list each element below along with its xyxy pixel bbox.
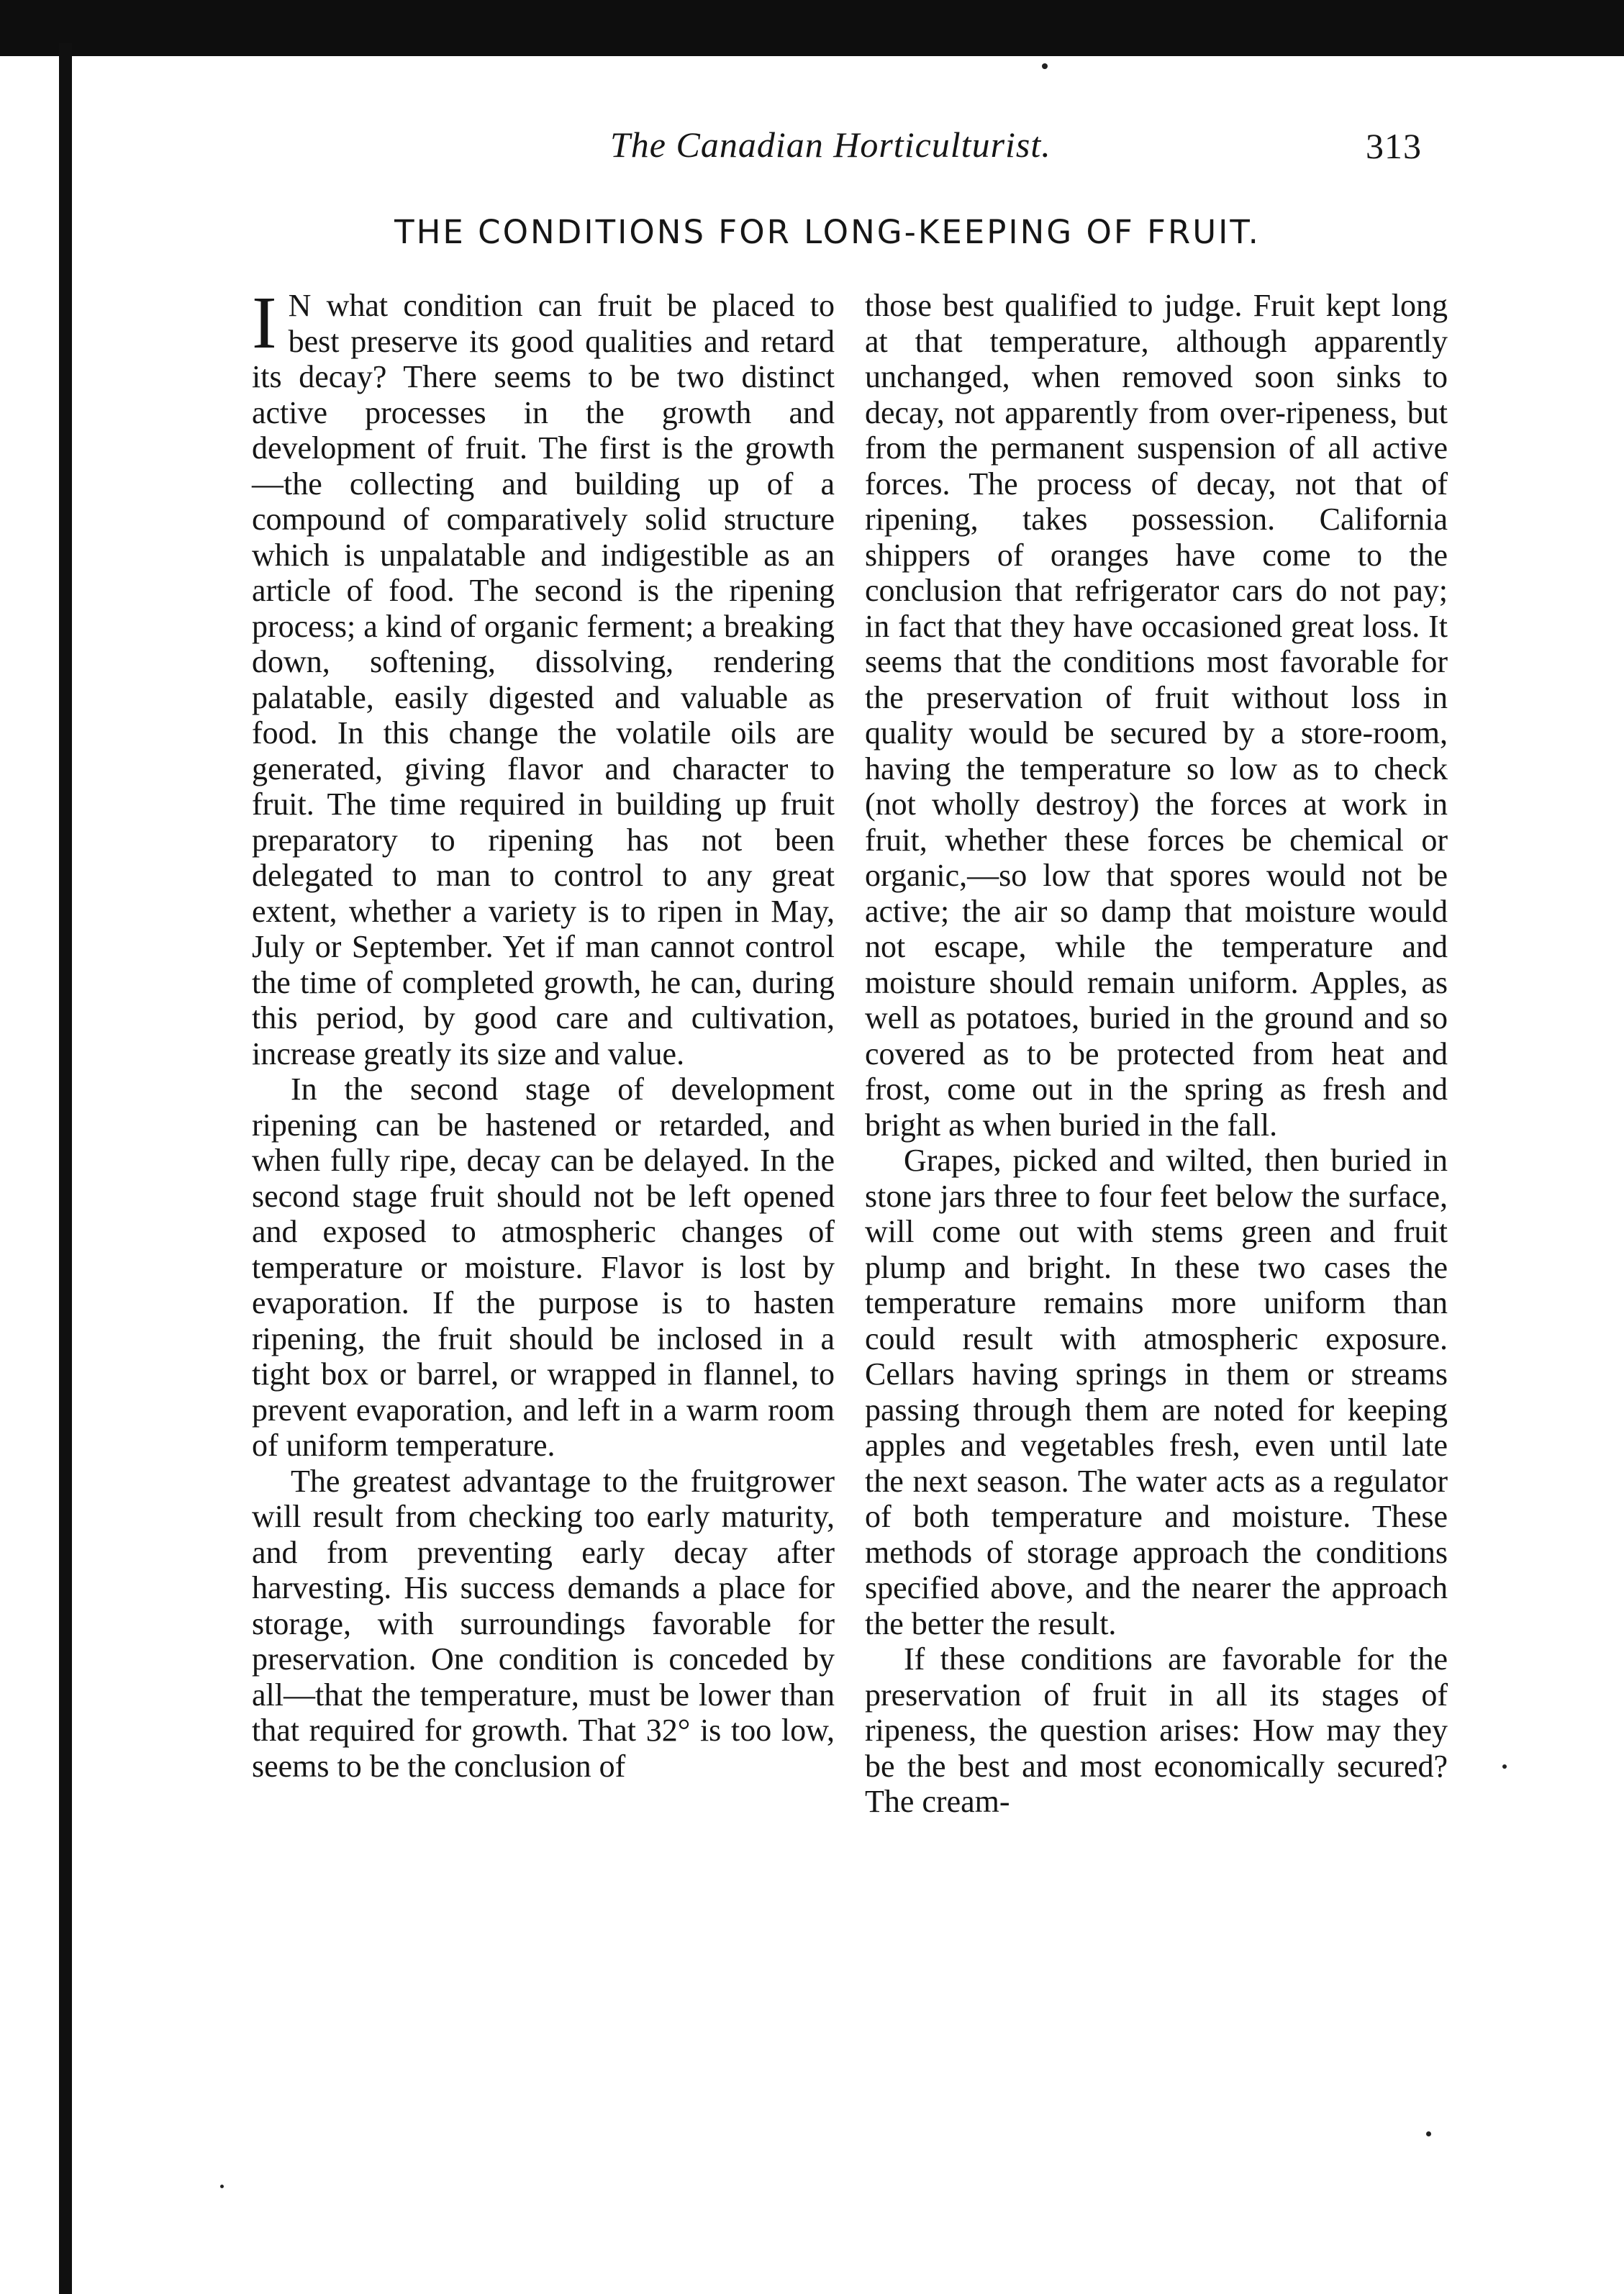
page-number: 313 xyxy=(1366,126,1422,166)
paragraph-text: N what condition can fruit be placed to best preserve its good qualities and retard its decay? There seems to be two distinct active processes in the growth and development of fruit. The first is the growth —the collecting and building up of a compound of comparatively solid structure which is unpalatable and indigestible as an article of food. The second is the ripening process; a kind of organic ferment; a breaking down, softening, dissolving, rendering palatable, easily digested and valuable as food. In this change the volatile oils are generated, giving flavor and character to fruit. The time required in building up fruit preparatory to ripening has not been delegated to man to control to any great extent, whether a variety is to ripen in May, July or September. Yet if man cannot control the time of completed growth, he can, during this period, by good care and cultivation, increase greatly its size and value. xyxy=(252,288,835,1071)
paragraph: In the second stage of development ripening can be hastened or retarded, and when fully ripe, decay can be delayed. In the second stage fruit should not be left opened and exposed to atmospheric changes of temperature or moisture. Flavor is lost by evaporation. If the purpose is to hasten ripening, the fruit should be inclosed in a tight box or barrel, or wrapped in flannel, to prevent evaporation, and left in a warm room of uniform temperature. xyxy=(252,1071,835,1463)
article-title: THE CONDITIONS FOR LONG-KEEPING OF FRUIT. xyxy=(394,213,1261,251)
paragraph: The greatest advantage to the fruitgrower will result from checking too early maturity, and from preventing early decay after harvesting. His success demands a place for storage, with surroundings favorable for preservation. One condition is conceded by all—that the temperature, must be lower than that required for growth. That 32° is too low, seems to be the conclusion of xyxy=(252,1463,835,1784)
scan-top-border xyxy=(0,0,1624,56)
paragraph: Grapes, picked and wilted, then buried in stone jars three to four feet below the surface, will come out with stems green and fruit plump and bright. In these two cases the temperature remains more uniform than could result with atmospheric exposure. Cellars having springs in them or streams passing through them are noted for keeping apples and vegetables fresh, even until late the next season. The water acts as a regulator of both temperature and moisture. These methods of storage approach the conditions specified above, and the nearer the approach the better the result. xyxy=(865,1143,1448,1641)
scan-speck xyxy=(1426,2131,1431,2136)
scan-speck xyxy=(220,2185,224,2188)
drop-cap: I xyxy=(252,281,277,364)
left-column xyxy=(252,281,835,1784)
scan-speck xyxy=(1042,63,1048,69)
paragraph: If these conditions are favorable for the preservation of fruit in all its stages of ripeness, the question arises: How may they be the best and most economically secured? The cream- xyxy=(865,1641,1448,1819)
paragraph: those best qualified to judge. Fruit kept long at that temperature, although apparently unchanged, when removed soon sinks to decay, not apparently from over-ripeness, but from the permanent suspension of all active forces. The process of decay, not that of ripening, takes possession. California shippers of oranges have come to the conclusion that refrigerator cars do not pay; in fact that they have occasioned great loss. It seems that the conditions most favorable for the preservation of fruit without loss in quality would be secured by a store-room, having the temperature so low as to check (not wholly destroy) the forces at work in fruit, whether these forces be chemical or organic,—so low that spores would not be active; the air so damp that moisture would not escape, while the temperature and moisture should remain uniform. Apples, as well as potatoes, buried in the ground and so covered as to be protected from heat and frost, come out in the spring as fresh and bright as when buried in the fall. xyxy=(865,288,1448,1143)
scan-left-border xyxy=(59,43,72,2294)
right-column xyxy=(865,288,1448,1820)
running-head xyxy=(0,124,1624,181)
journal-title: The Canadian Horticulturist. xyxy=(610,124,1051,165)
scan-speck xyxy=(1502,1764,1507,1769)
paragraph xyxy=(252,281,835,1071)
